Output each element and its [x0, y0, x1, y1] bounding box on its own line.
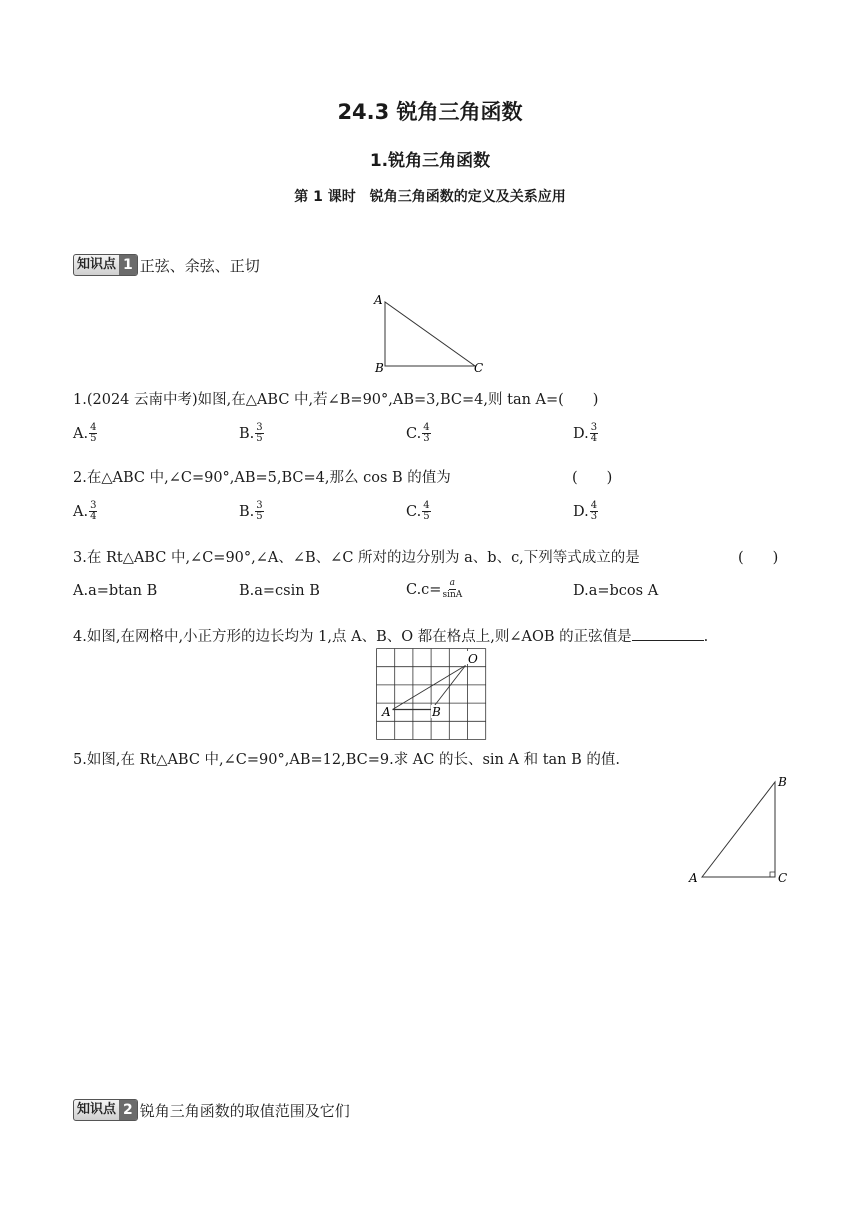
badge-number: 2: [119, 1100, 137, 1120]
option-letter: D.: [573, 503, 589, 520]
option-letter: A.: [73, 503, 89, 520]
vertex-label-b: B: [375, 361, 384, 375]
fraction: $\frac{4}{5}$: [90, 422, 97, 444]
q1-option-d[interactable]: [573, 423, 598, 444]
question-2: 2.在△ABC 中,∠C=90°,AB=5,BC=4,那么 cos B 的值为: [73, 470, 451, 486]
badge-number: 1: [119, 255, 137, 275]
vertex-label-a: A: [374, 293, 383, 307]
option-text: C.c=: [406, 581, 442, 598]
knowledge-point-text: 正弦、余弦、正切: [139, 256, 260, 275]
grid-label-a: A: [382, 705, 391, 719]
q2-option-d[interactable]: [573, 501, 598, 522]
q1-option-c[interactable]: [406, 423, 431, 444]
grid-label-b: B: [432, 705, 441, 719]
fraction: $\frac{3}{5}$: [256, 422, 263, 444]
fraction: $\frac{3}{4}$: [90, 500, 97, 522]
q2-answer-bracket: ( ): [572, 470, 613, 486]
triangle-figure-1: [368, 288, 498, 378]
knowledge-point-badge: [73, 1099, 138, 1121]
option-letter: B.: [239, 425, 255, 442]
q3-option-b[interactable]: B.a=csin B: [239, 583, 320, 599]
q3-option-c[interactable]: [406, 578, 462, 601]
grid-figure: [376, 648, 488, 740]
question-3: 3.在 Rt△ABC 中,∠C=90°,∠A、∠B、∠C 所对的边分别为 a、b、c,下列等式成立的是: [73, 550, 640, 566]
knowledge-point-2: [73, 1099, 350, 1121]
q3-option-a[interactable]: A.a=btan B: [73, 583, 158, 599]
badge-label: 知识点: [77, 1102, 117, 1117]
fraction: $\frac{a}{\sin A}$: [442, 578, 463, 600]
triangle-figure-5: [686, 770, 796, 886]
badge-label: 知识点: [77, 257, 117, 272]
question-5: 5.如图,在 Rt△ABC 中,∠C=90°,AB=12,BC=9.求 AC 的长、sin A 和 tan B 的值.: [73, 752, 620, 768]
q1-option-b[interactable]: [239, 423, 264, 444]
question-4: [73, 625, 708, 646]
option-letter: A.: [73, 425, 89, 442]
page-title: 24.3 锐角三角函数: [337, 100, 523, 124]
q2-option-a[interactable]: [73, 501, 97, 522]
option-letter: D.: [573, 425, 589, 442]
fraction: $\frac{4}{3}$: [590, 500, 598, 522]
lesson-title: 第 1 课时 锐角三角函数的定义及关系应用: [294, 189, 566, 205]
vertex-label-c: C: [474, 361, 484, 375]
q1-option-a[interactable]: [73, 423, 97, 444]
knowledge-point-1: [73, 254, 260, 276]
section-subtitle: 1.锐角三角函数: [369, 151, 491, 171]
question-1: 1.(2024 云南中考)如图,在△ABC 中,若∠B=90°,AB=3,BC=4,则 tan A=( ): [73, 392, 599, 408]
question-4-end: .: [703, 629, 709, 645]
grid-label-o: O: [468, 652, 478, 666]
fraction: $\frac{3}{5}$: [256, 500, 263, 522]
option-letter: C.: [406, 425, 422, 442]
question-4-text: 4.如图,在网格中,小正方形的边长均为 1,点 A、B、O 都在格点上,则∠AOB 的正弦值是: [73, 629, 632, 645]
q2-option-c[interactable]: [406, 501, 431, 522]
knowledge-point-text: 锐角三角函数的取值范围及它们: [139, 1101, 350, 1120]
fraction: $\frac{3}{4}$: [590, 422, 598, 444]
fraction: $\frac{4}{3}$: [423, 422, 430, 444]
option-letter: B.: [239, 503, 255, 520]
answer-blank[interactable]: [632, 626, 704, 641]
q2-option-b[interactable]: [239, 501, 264, 522]
vertex-label-c: C: [778, 871, 788, 885]
q3-option-d[interactable]: D.a=bcos A: [573, 583, 659, 599]
vertex-label-b: B: [778, 775, 787, 789]
vertex-label-a: A: [689, 871, 698, 885]
knowledge-point-badge: [73, 254, 138, 276]
fraction: $\frac{4}{5}$: [423, 500, 430, 522]
q3-answer-bracket: ( ): [738, 550, 779, 566]
option-letter: C.: [406, 503, 422, 520]
